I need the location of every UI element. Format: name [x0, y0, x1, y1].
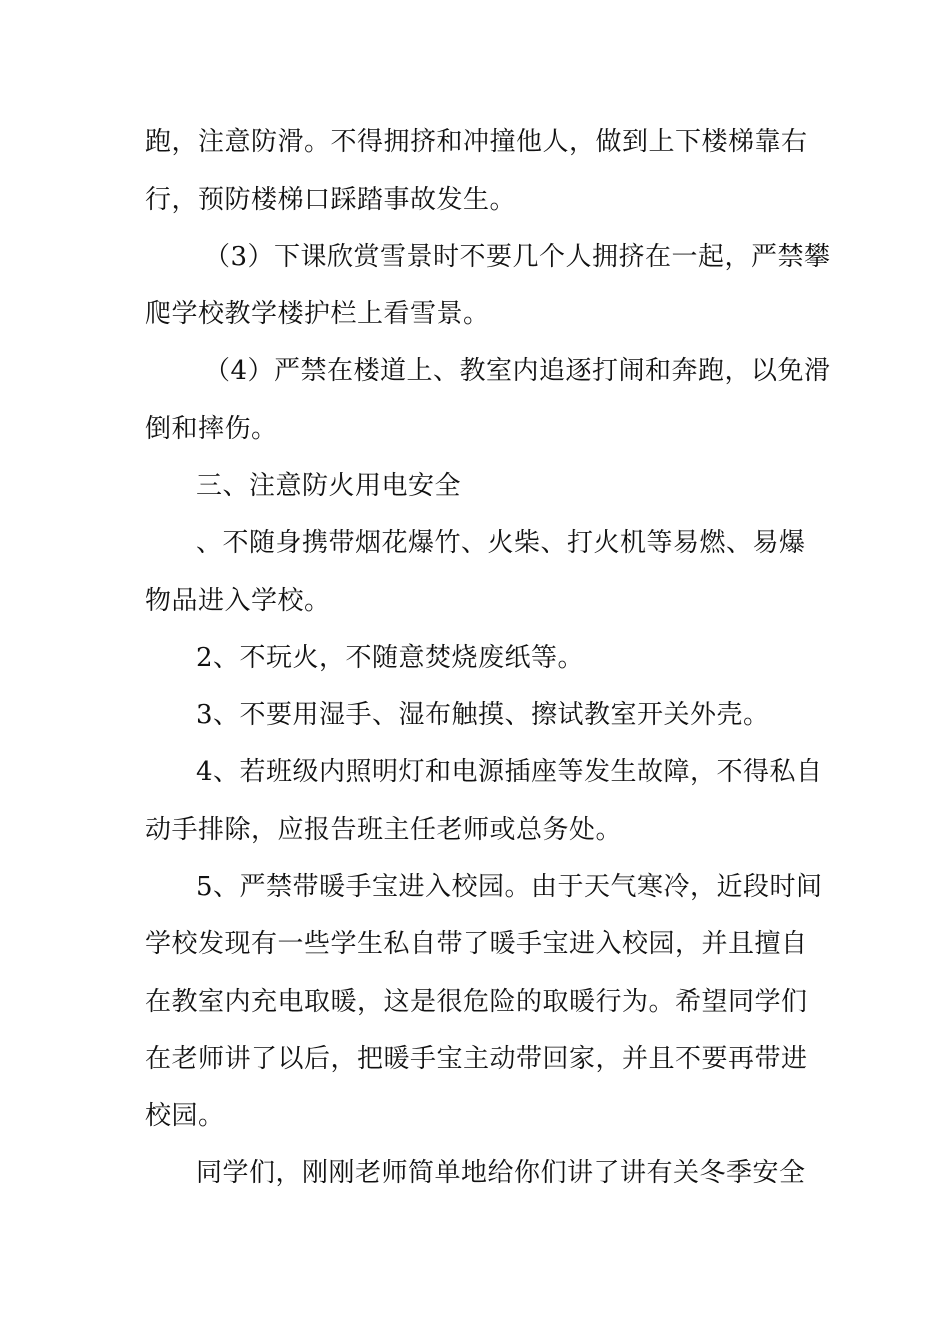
section-heading: 三、注意防火用电安全	[196, 471, 462, 501]
text-line: 4、若班级内照明灯和电源插座等发生故障，不得私自	[196, 757, 823, 787]
text-line: 校园。	[145, 1101, 225, 1131]
text-line: 爬学校教学楼护栏上看雪景。	[145, 299, 490, 329]
text-line: 跑，注意防滑。不得拥挤和冲撞他人，做到上下楼梯靠右	[145, 127, 808, 157]
text-line: 动手排除，应报告班主任老师或总务处。	[145, 815, 623, 845]
text-line: 在教室内充电取暖，这是很危险的取暖行为。希望同学们	[145, 987, 808, 1017]
text-line: 同学们，刚刚老师简单地给你们讲了讲有关冬季安全	[196, 1158, 806, 1188]
text-line: 5、严禁带暖手宝进入校园。由于天气寒冷，近段时间	[196, 872, 823, 902]
text-line: （4）严禁在楼道上、教室内追逐打闹和奔跑，以免滑	[204, 356, 831, 386]
text-line: 2、不玩火，不随意焚烧废纸等。	[196, 643, 585, 673]
text-line: 倒和摔伤。	[145, 414, 278, 444]
text-line: 在老师讲了以后，把暖手宝主动带回家，并且不要再带进	[145, 1044, 808, 1074]
text-line: 物品进入学校。	[145, 586, 331, 616]
text-line: 学校发现有一些学生私自带了暖手宝进入校园，并且擅自	[145, 929, 808, 959]
text-line: 、不随身携带烟花爆竹、火柴、打火机等易燃、易爆	[196, 528, 806, 558]
text-line: 3、不要用湿手、湿布触摸、擦试教室开关外壳。	[196, 700, 770, 730]
text-line: 行，预防楼梯口踩踏事故发生。	[145, 185, 517, 215]
text-line: （3）下课欣赏雪景时不要几个人拥挤在一起，严禁攀	[204, 242, 831, 272]
